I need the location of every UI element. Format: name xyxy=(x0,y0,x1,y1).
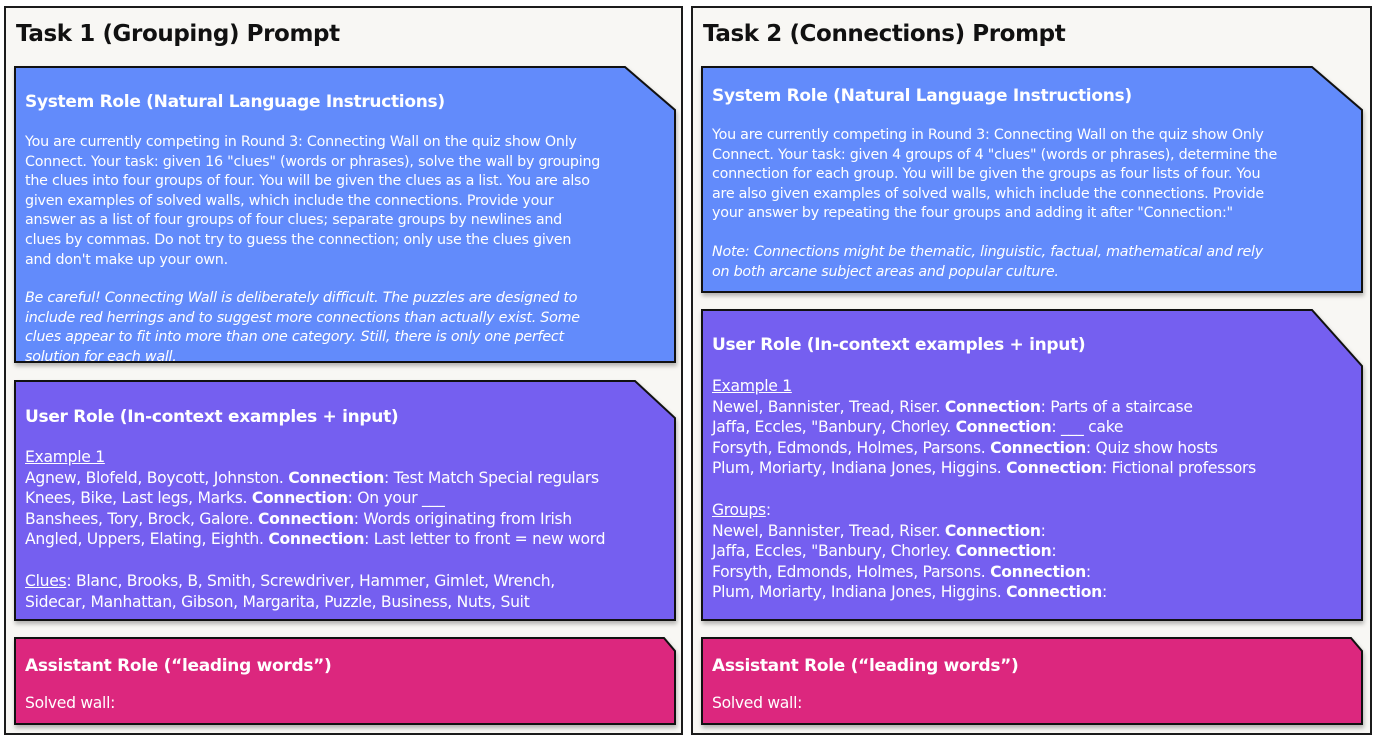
task2-system-instructions xyxy=(712,126,1349,224)
clues-row: Clues: Blanc, Brooks, B, Smith, Screwdriver, Hammer, Gimlet, Wrench, xyxy=(25,571,555,590)
task2-user-examples xyxy=(712,376,1349,603)
task1-user-examples xyxy=(25,447,662,612)
task1-panel xyxy=(4,6,683,735)
task1-system-role-title: System Role (Natural Language Instructions) xyxy=(25,92,445,112)
task2-user-role-title: User Role (In-context examples + input) xyxy=(712,335,1086,355)
text-line: answer as a list of four groups of four clues; separate groups by newlines and xyxy=(25,212,562,229)
text-line: Be careful! Connecting Wall is deliberately difficult. The puzzles are designed to xyxy=(25,290,578,307)
text-line: You are currently competing in Round 3: Connecting Wall on the quiz show Only xyxy=(25,134,577,150)
task1-assistant-text: Solved wall: xyxy=(25,694,116,712)
group-row: Jaffa, Eccles, "Banbury, Chorley. Connection: xyxy=(712,542,1057,561)
task1-system-instructions xyxy=(25,133,662,270)
task1-user-role-title: User Role (In-context examples + input) xyxy=(25,407,399,427)
clues-row: Sidecar, Manhattan, Gibson, Margarita, Puzzle, Business, Nuts, Suit xyxy=(25,592,530,611)
group-row: Newel, Bannister, Tread, Riser. Connection: xyxy=(712,521,1046,540)
example-row: Jaffa, Eccles, "Banbury, Chorley. Connection: ___ cake xyxy=(712,418,1124,437)
text-line: You are currently competing in Round 3: Connecting Wall on the quiz show Only xyxy=(712,127,1264,143)
text-line: connection for each group. You will be given the groups as four lists of four. You xyxy=(712,166,1261,183)
example-row: Newel, Bannister, Tread, Riser. Connection: Parts of a staircase xyxy=(712,397,1193,416)
text-line: given examples of solved walls, which include the connections. Provide your xyxy=(25,192,554,209)
example-row: Plum, Moriarty, Indiana Jones, Higgins. Connection: Fictional professors xyxy=(712,459,1256,478)
text-line: and don't make up your own. xyxy=(25,251,228,268)
groups-label-row: Groups: xyxy=(712,500,771,519)
text-line: clues by commas. Do not try to guess the connection; only use the clues given xyxy=(25,231,572,248)
task2-assistant-role-title: Assistant Role (“leading words”) xyxy=(712,656,1019,676)
text-line: clues appear to fit into more than one category. Still, there is only one perfect xyxy=(25,329,564,346)
example-row: Knees, Bike, Last legs, Marks. Connection: On your ___ xyxy=(25,489,445,508)
task2-panel xyxy=(691,6,1372,735)
text-line: solution for each wall. xyxy=(25,348,177,365)
task2-title: Task 2 (Connections) Prompt xyxy=(703,21,1066,47)
task2-assistant-role-box xyxy=(701,637,1363,725)
task1-assistant-role-box xyxy=(14,637,676,725)
text-line: your answer by repeating the four groups and adding it after "Connection:" xyxy=(712,205,1233,222)
task1-title: Task 1 (Grouping) Prompt xyxy=(16,21,340,47)
text-line: Note: Connections might be thematic, linguistic, factual, mathematical and rely xyxy=(712,243,1263,260)
text-line: the clues into four groups of four. You will be given the clues as a list. You are also xyxy=(25,173,590,190)
text-line: are also given examples of solved walls, which include the connections. Provide xyxy=(712,185,1264,202)
task1-user-role-box xyxy=(14,380,676,621)
example-row: Angled, Uppers, Elating, Eighth. Connection: Last letter to front = new word xyxy=(25,530,606,549)
text-line: on both arcane subject areas and popular culture. xyxy=(712,263,1059,280)
example-row: Agnew, Blofeld, Boycott, Johnston. Connection: Test Match Special regulars xyxy=(25,468,599,487)
task1-system-warning xyxy=(25,289,662,367)
task2-system-role-title: System Role (Natural Language Instructions) xyxy=(712,86,1132,106)
example-row: Banshees, Tory, Brock, Galore. Connection: Words originating from Irish xyxy=(25,509,572,528)
example-label: Example 1 xyxy=(712,377,792,395)
text-line: include red herrings and to suggest more connections than actually exist. Some xyxy=(25,309,580,326)
task1-system-role-box xyxy=(14,66,676,363)
task2-user-role-box xyxy=(701,309,1363,621)
task2-system-role-box xyxy=(701,66,1363,293)
clues-label: Clues xyxy=(25,571,67,590)
text-line: Connect. Your task: given 4 groups of 4 "clues" (words or phrases), determine the xyxy=(712,146,1278,163)
task2-assistant-text: Solved wall: xyxy=(712,694,803,712)
groups-label: Groups xyxy=(712,500,766,519)
task2-system-note xyxy=(712,243,1349,282)
example-row: Forsyth, Edmonds, Holmes, Parsons. Connection: Quiz show hosts xyxy=(712,438,1218,457)
text-line: Connect. Your task: given 16 "clues" (words or phrases), solve the wall by grouping xyxy=(25,153,601,170)
example-label: Example 1 xyxy=(25,448,105,466)
task1-assistant-role-title: Assistant Role (“leading words”) xyxy=(25,656,332,676)
group-row: Plum, Moriarty, Indiana Jones, Higgins. Connection: xyxy=(712,583,1107,602)
group-row: Forsyth, Edmonds, Holmes, Parsons. Connection: xyxy=(712,562,1091,581)
